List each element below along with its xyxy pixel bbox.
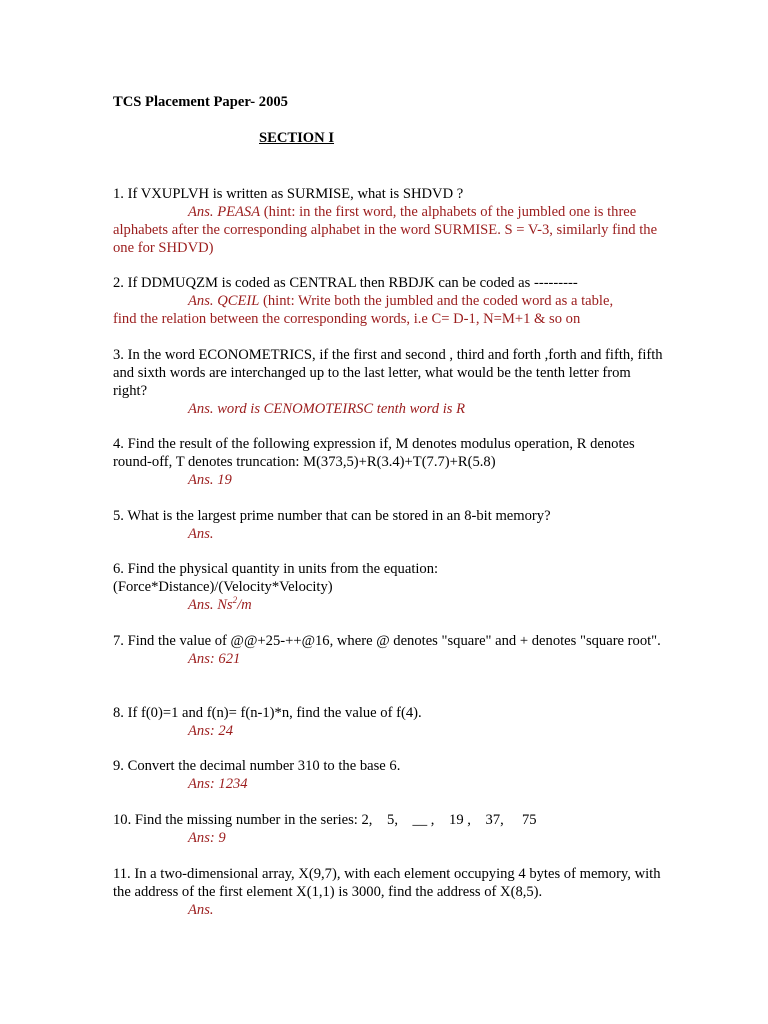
answer-hint-continued: alphabets after the corresponding alphabet in the word SURMISE. S = V-3, similarly find the one for SHDVD) [113, 222, 658, 256]
answer-text: Ans. [188, 526, 214, 542]
answer-label: Ans. QCEIL [188, 293, 260, 309]
question-5 [113, 507, 663, 543]
question-2 [113, 274, 663, 328]
question-text: 7. Find the value of @@+25-++@16, where @ denotes "square" and + denotes "square root". [113, 633, 661, 649]
answer-hint: (hint: Write both the jumbled and the coded word as a table, [259, 293, 614, 309]
question-text: 5. What is the largest prime number that can be stored in an 8-bit memory? [113, 508, 551, 524]
question-text: 4. Find the result of the following expression if, M denotes modulus operation, R denotes round-off, T denotes truncation: M(373,5)+R(3.4)+T(7.7)+R(5.8) [113, 436, 635, 470]
question-text: 10. Find the missing number in the series: 2, 5, __ , 19 , 37, 75 [113, 812, 537, 828]
answer-block [113, 203, 663, 257]
answer-text: Ans. [188, 902, 214, 918]
answer-text: Ans: 1234 [188, 776, 248, 792]
question-text: 1. If VXUPLVH is written as SURMISE, what is SHDVD ? [113, 186, 464, 202]
answer-text: Ans: 9 [188, 830, 226, 846]
question-text: 9. Convert the decimal number 310 to the base 6. [113, 758, 401, 774]
question-text: 11. In a two-dimensional array, X(9,7), with each element occupying 4 bytes of memory, with the address of the first element X(1,1) is 3000, find the address of X(8,5). [113, 866, 661, 900]
answer-superscript: 2 [232, 595, 238, 606]
answer-text: Ans. word is CENOMOTEIRSC tenth word is R [188, 401, 466, 417]
question-1 [113, 185, 663, 257]
question-6 [113, 560, 663, 614]
document-title: TCS Placement Paper- 2005 [113, 94, 288, 110]
answer-text: Ans: 24 [188, 723, 233, 739]
question-4 [113, 435, 663, 489]
answer-text [113, 596, 663, 614]
answer-text: Ans: 621 [188, 651, 241, 667]
question-8 [113, 704, 663, 740]
answer-hint: (hint: in the first word, the alphabets of the jumbled one is three [260, 204, 637, 220]
answer-block [113, 292, 663, 328]
question-text: 8. If f(0)=1 and f(n)= f(n-1)*n, find the value of f(4). [113, 705, 422, 721]
answer-prefix: Ans. Ns [188, 597, 233, 613]
answer-hint-continued: find the relation between the corresponding words, i.e C= D-1, N=M+1 & so on [113, 311, 581, 327]
question-text: 6. Find the physical quantity in units from the equation: [113, 561, 439, 577]
question-text: 3. In the word ECONOMETRICS, if the first and second , third and forth ,forth and fifth, fifth and sixth words are interchanged up to the last letter, what would be the tenth letter from right? [113, 347, 663, 399]
question-9 [113, 757, 663, 793]
answer-suffix: /m [237, 597, 252, 613]
question-11 [113, 865, 663, 919]
answer-label: Ans. PEASA [188, 204, 261, 220]
question-text: 2. If DDMUQZM is coded as CENTRAL then RBDJK can be coded as --------- [113, 275, 578, 291]
question-equation: (Force*Distance)/(Velocity*Velocity) [113, 579, 333, 595]
question-10 [113, 811, 663, 847]
section-heading: SECTION I [259, 130, 335, 146]
question-3 [113, 346, 663, 418]
answer-text: Ans. 19 [188, 472, 232, 488]
question-7 [113, 632, 663, 668]
